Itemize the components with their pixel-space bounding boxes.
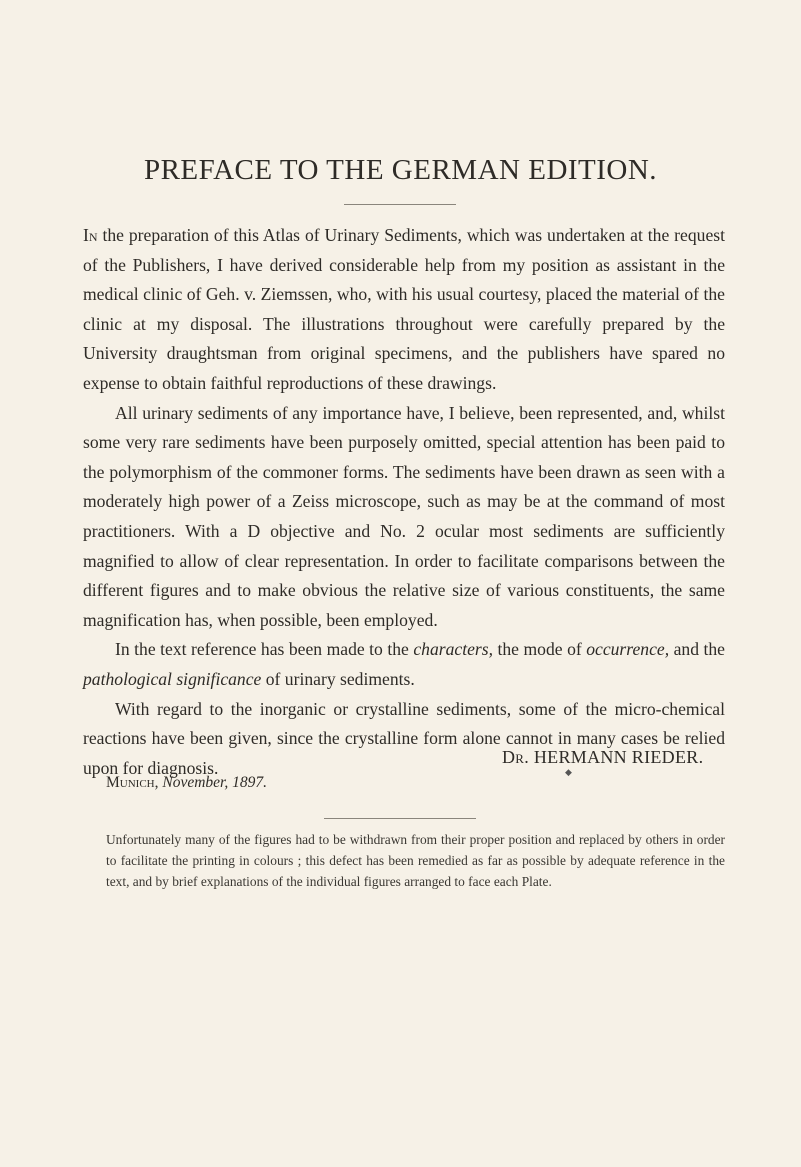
page-title: PREFACE TO THE GERMAN EDITION.: [143, 154, 658, 186]
paragraph-3-text-b: the mode of: [493, 639, 587, 660]
paragraph-4: With regard to the inorganic or crystalline sediments, some of the micro-chemical reactions have been given, since the crystalline form alone cannot in many cases be relied upon for diagnosis.: [83, 698, 725, 778]
place-and-date: [106, 774, 267, 792]
author-signature: [502, 747, 703, 768]
paragraph-1-lead: In: [83, 225, 98, 245]
paragraph-1-text: the preparation of this Atlas of Urinary Sediments, which was undertaken at the request of the Publishers, I have derived considerable help from my position as assistant in the medical clinic of Geh. v. Ziemssen, who, with his usual courtesy, placed the material of the clinic at my disposal. The illustrations throughout were carefully prepared by the University draughtsman from original specimens, and the publishers have spared no expense to obtain faithful reproductions of these drawings.: [83, 225, 725, 393]
paragraph-2: All urinary sediments of any importance have, I believe, been represented, and, whilst some very rare sediments have been purposely omitted, special attention has been paid to the polymorphism of the commoner forms. The sediments have been drawn as seen with a moderately high power of a Zeiss microscope, such as may be at the command of most practitioners. With a D objective and No. 2 ocular most sediments are sufficiently magnified to allow of clear representation. In order to facilitate comparisons between the different figures and to make obvious the relative size of various constituents, the same magnification has, when possible, been employed.: [83, 402, 725, 630]
emphasis-occurrence: occurrence,: [586, 639, 670, 660]
ornament-dot-icon: ◆: [565, 767, 572, 777]
emphasis-pathological-significance: pathological significance: [83, 668, 262, 689]
paragraph-3-text-d: of urinary sediments.: [261, 668, 415, 689]
paragraph-3-text-c: and the: [669, 639, 725, 660]
paragraph-1: [83, 221, 725, 399]
place-city: Munich,: [106, 774, 159, 791]
paragraph-3: [83, 635, 725, 694]
emphasis-characters: characters,: [413, 639, 493, 660]
paragraph-3-text-a: In the text reference has been made to the: [115, 639, 414, 660]
footnote-text: Unfortunately many of the figures had to be withdrawn from their proper position and replaced by others in order to facilitate the printing in colours ; this defect has been remedied as far as possible by adequate reference in the text, and by brief explanations of the individual figures arranged to face each Plate.: [106, 832, 725, 889]
preface-body: [83, 221, 725, 783]
footnote: [106, 829, 725, 892]
footnote-divider: [324, 818, 476, 819]
signature-title: Dr.: [502, 747, 530, 767]
title-divider: [344, 204, 456, 205]
place-date: November, 1897.: [158, 774, 267, 791]
signature-name: HERMANN RIEDER.: [529, 747, 704, 767]
